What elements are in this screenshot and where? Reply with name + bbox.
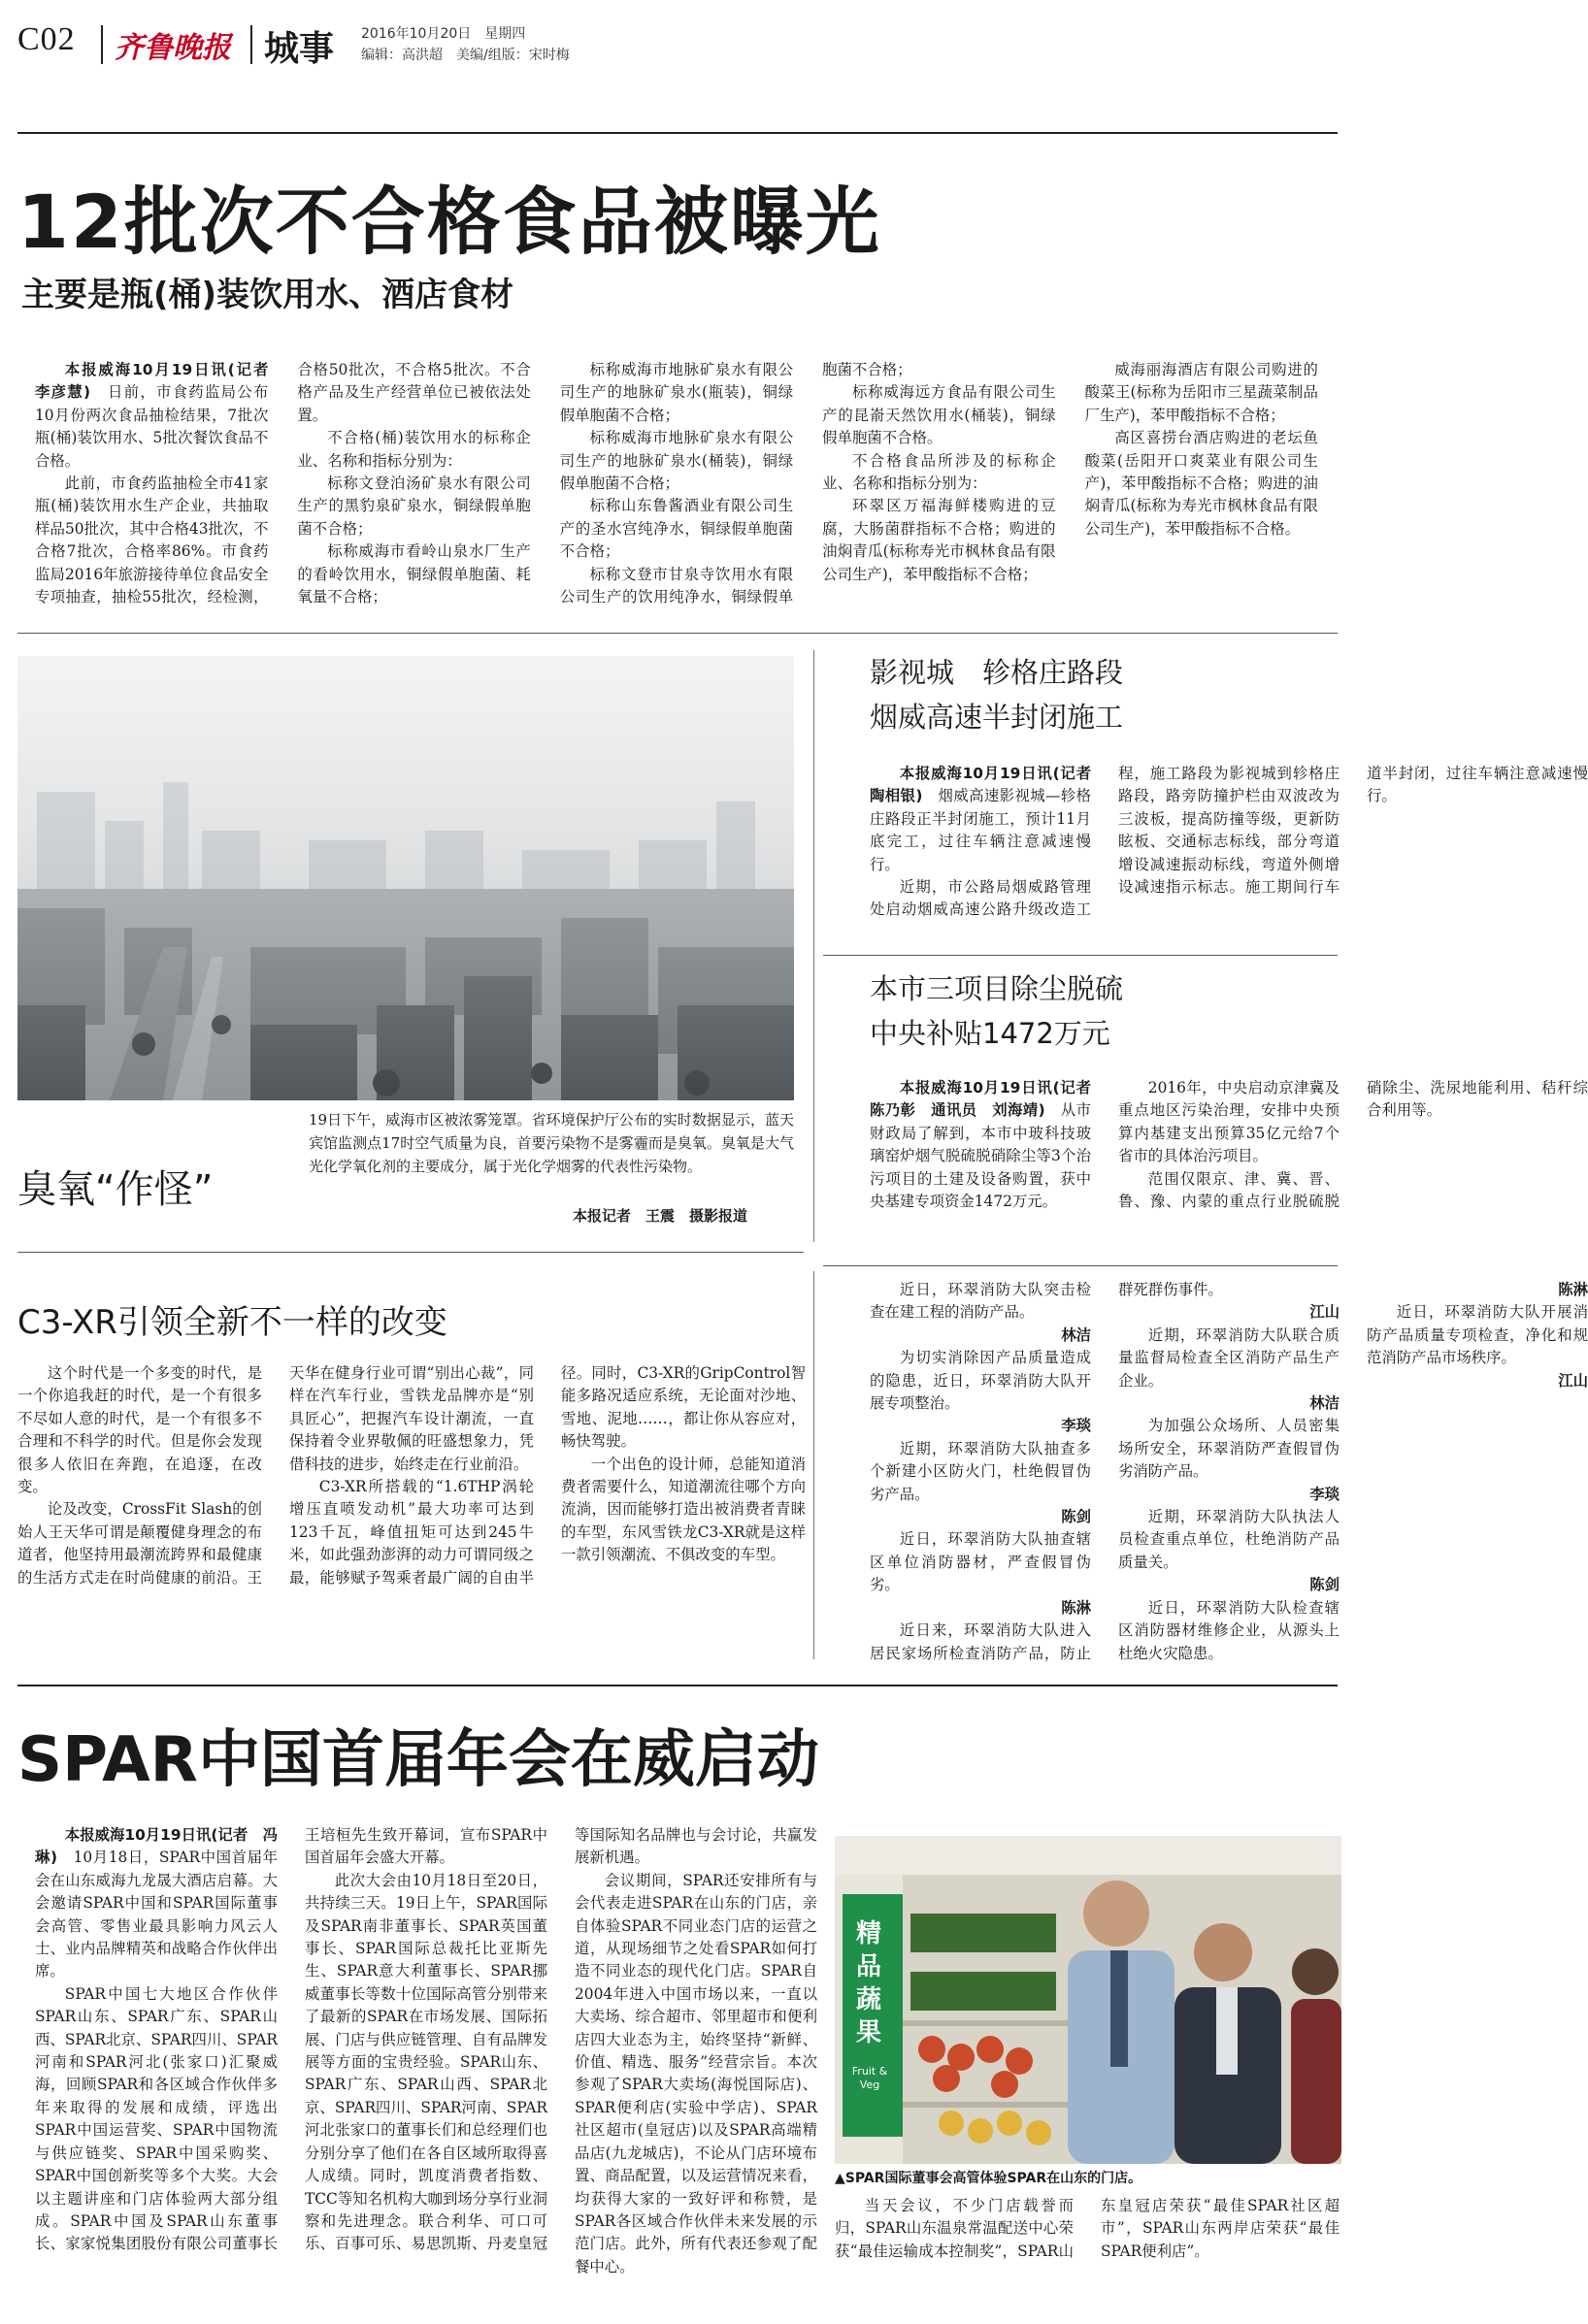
- section-rule: [17, 1685, 1338, 1686]
- fire-brief-item: 近期，环翠消防大队联合质量监督局检查全区消防产品生产企业。: [1118, 1326, 1340, 1390]
- spar-para: SPAR中国七大地区合作伙伴SPAR山东、SPAR广东、SPAR山西、SPAR北京、SPAR四川、SPAR河南和SPAR河北(张家口)汇聚威海，回顾SPAR和各区域合作伙伴多年来取得的发展和成绩，评选出SPAR中国运营奖、SPAR中国物流与供应链奖、SPAR中国采购奖、SPAR中国创新奖等多个大奖。大会以主题讲座和门店体验两大部分组成。SPAR中国及SPAR山东董事长、家家悦集团股份有限公司董事长王培桓先生致开幕词，宣布SPAR中国首届年会盛大开幕。: [35, 1826, 547, 2253]
- column-divider: [813, 650, 814, 1242]
- fire-brief-item: 为切实消除因产品质量造成的隐患，近日，环翠消防大队开展专项整治。: [870, 1349, 1091, 1413]
- fire-brief-signature: 陈剑: [1061, 1508, 1091, 1526]
- smog-city-illustration: [17, 656, 794, 1100]
- food-byline: 本报威海10月19日讯(记者 李彦慧): [35, 361, 283, 402]
- spar-photo-caption: ▲SPAR国际董事会高管体验SPAR在山东的门店。: [835, 2171, 1142, 2186]
- car-headline: C3-XR引领全新不一样的改变: [17, 1303, 447, 1342]
- fire-brief-signature: 李琰: [1061, 1417, 1091, 1435]
- store-sign-text: 精品蔬果: [855, 1919, 881, 2047]
- fire-brief-signature: 林洁: [1309, 1394, 1340, 1413]
- subsidy-headline-line1: 本市三项目除尘脱硫: [870, 972, 1124, 1005]
- fire-brief-signature: 江山: [1558, 1371, 1588, 1390]
- food-para: 标称威海远方食品有限公司生产的昆嵛天然饮用水(桶装)，铜绿假单胞菌不合格。: [822, 383, 1056, 447]
- smog-photo-credit: 本报记者 王震 摄影报道: [573, 1207, 748, 1225]
- spar-para: 当天会议，不少门店载誉而归，SPAR山东温泉常温配送中心荣获“最佳运输成本控制奖”，SPAR山东皇冠店荣获“最佳SPAR社区超市”，SPAR山东两岸店荣获“最佳SPAR便利店”。: [835, 2197, 1340, 2260]
- section-divider: [823, 955, 1338, 956]
- section-name: 城事: [264, 29, 335, 69]
- page-number: C02: [17, 21, 76, 57]
- fire-brief-item: 近期，环翠消防大队执法人员检查重点单位，杜绝消防产品质量关。: [1118, 1508, 1340, 1571]
- road-para: 近期，市公路局烟威路管理处启动烟威高速公路升级改造工程，施工路段为影视城到轸格庄路段，路旁防撞护栏由双波改为三波板，提高防撞等级，更新防眩板、交通标志标线，部分弯道增设减速振动标线，弯道外侧增设减速指示标志。施工期间行车道半封闭，过往车辆注意减速慢行。: [870, 765, 1588, 919]
- smog-city-photo: [17, 656, 794, 1100]
- subsidy-lead: [870, 1077, 1107, 1213]
- food-para: 标称山东鲁酱酒业有限公司生产的圣水宫纯净水，铜绿假单胞菌不合格；: [559, 497, 794, 561]
- fire-brief-item: 近日，环翠消防大队突击检查在建工程的消防产品。: [870, 1281, 1091, 1322]
- fire-briefs: [870, 1279, 1588, 1667]
- fire-brief-item: 近日来，环翠消防大队进入居民家场所检查消防产品，防止群死群伤事件。: [870, 1281, 1223, 1662]
- spar-para: 此次大会由10月18日至20日，共持续三天。19日上午，SPAR国际及SPAR南非董事长、SPAR英国董事长、SPAR国际总裁托比亚斯先生、SPAR意大利董事长、SPAR挪威董事长等数十位国际高管分别带来了最新的SPAR在市场发展、国际拓展、门店与供应链管理、自有品牌发展等方面的宝贵经验。SPAR山东、SPAR广东、SPAR山西、SPAR北京、SPAR四川、SPAR河南、SPAR河北张家口的董事长们和总经理们也分别分享了他们在各自区域所取得喜人成绩。同时，凯度消费者指数、TCC等知名机构大咖到场分享行业洞察和先进理念。联合利华、可口可乐、百事可乐、易思凯斯、丹麦皇冠等国际知名品牌也与会讨论，共赢发展新机遇。: [305, 1826, 817, 2253]
- section-divider: [823, 1265, 1338, 1266]
- spar-store-illustration: [835, 1836, 1341, 2164]
- subsidy-headline-line2: 中央补贴1472万元: [870, 1017, 1110, 1050]
- food-para: 不合格食品所涉及的标称企业、名称和指标分别为：: [822, 451, 1056, 493]
- spar-byline: 本报威海10月19日讯(记者 冯琳): [35, 1826, 278, 1867]
- car-article-body: [17, 1362, 806, 1655]
- food-para: 标称威海市地脉矿泉水有限公司生产的地脉矿泉水(瓶装)，铜绿假单胞菌不合格；: [559, 361, 794, 424]
- header-rule: [17, 132, 1338, 134]
- spar-article-body: [35, 1824, 817, 2309]
- subsidy-byline: 本报威海10月19日讯(记者 陈乃彰 通讯员 刘海靖): [870, 1079, 1107, 1120]
- food-para: 此前，市食药监抽检全市41家瓶(桶)装饮用水生产企业，共抽取样品50批次，其中合格43批次，不合格7批次，合格率86%。市食药监局2016年旅游接待单位食品安全专项抽查，抽检55批次，经检测，合格50批次，不合格5批次。不合格产品及生产经营单位已被依法处置。: [35, 361, 531, 606]
- smog-caption: 19日下午，威海市区被浓雾笼罩。省环境保护厅公布的实时数据显示，蓝天宾馆监测点17时空气质量为良，首要污染物不是雾霾而是臭氧。臭氧是大气光化学氧化剂的主要成分，属于光化学烟雾的代表性污染物。: [309, 1111, 794, 1175]
- fire-brief-signature: 林洁: [1061, 1326, 1091, 1344]
- food-para: 标称威海市看岭山泉水厂生产的看岭饮用水，铜绿假单胞菌、耗氧量不合格；: [297, 542, 531, 606]
- spar-article-continuation: [835, 2195, 1340, 2309]
- food-para: 不合格(桶)装饮用水的标称企业、名称和指标分别为：: [297, 429, 531, 470]
- section-divider: [17, 1252, 804, 1253]
- food-para: 环翠区万福海鲜楼购进的豆腐，大肠菌群指标不合格；购进的油焖青瓜(标称寿光市枫林食品有限公司生产)，苯甲酸指标不合格；: [822, 497, 1056, 583]
- spar-store-photo: [835, 1836, 1341, 2164]
- food-para: 标称威海市地脉矿泉水有限公司生产的地脉矿泉水(桶装)，铜绿假单胞菌不合格；: [559, 429, 794, 493]
- fire-brief-signature: 江山: [1309, 1303, 1340, 1322]
- header-editors: 编辑：高洪超 美编/组版：宋时梅: [361, 48, 570, 63]
- fire-brief-item: 近日，环翠消防大队开展消防产品质量专项检查，净化和规范消防产品市场秩序。: [1367, 1303, 1588, 1367]
- fire-brief-signature: 陈淋: [1061, 1598, 1091, 1617]
- road-lead: [870, 763, 1107, 876]
- food-para: 标称文登泊汤矿泉水有限公司生产的黑豹泉矿泉水，铜绿假单胞菌不合格；: [297, 475, 531, 538]
- subsidy-article-body: [870, 1077, 1588, 1258]
- food-headline: 12批次不合格食品被曝光: [17, 179, 881, 265]
- fire-brief-item: 近日，环翠消防大队抽查辖区单位消防器材，严查假冒伪劣。: [870, 1530, 1091, 1594]
- fire-brief-item: 近期，环翠消防大队抽查多个新建小区防火门，杜绝假冒伪劣产品。: [870, 1439, 1091, 1503]
- fire-brief-item: 近日，环翠消防大队检查辖区消防器材维修企业，从源头上杜绝火灾隐患。: [1118, 1598, 1340, 1662]
- fire-brief-item: 为加强公众场所、人员密集场所安全，环翠消防严查假冒伪劣消防产品。: [1118, 1417, 1340, 1481]
- subsidy-para: 范围仅限京、津、冀、晋、鲁、豫、内蒙的重点行业脱硫脱硝除尘、洗尿地能利用、秸秆综合利用等。: [1118, 1079, 1588, 1211]
- column-divider: [813, 1271, 814, 1659]
- food-article-body: [35, 359, 1318, 617]
- fire-brief-signature: 陈淋: [1558, 1281, 1588, 1298]
- spar-lead: [35, 1824, 278, 1983]
- car-para: 论及改变，CrossFit Slash的创始人王天华可谓是颠覆健身理念的布道者，他坚持用最潮流跨界和最健康的生活方式走在时尚健康的前沿。王天华在健身行业可谓“别出心裁”，同样在汽车行业，雪铁龙品牌亦是“别具匠心”，把握汽车设计潮流，一直保持着令业界敬佩的旺盛想象力，凭借科技的进步，始终走在行业前沿。: [17, 1364, 534, 1587]
- fire-brief-signature: 李琰: [1309, 1485, 1340, 1503]
- header-divider: [101, 25, 103, 64]
- road-article-body: [870, 763, 1588, 943]
- food-lead: [35, 359, 283, 473]
- food-subhead: 主要是瓶(桶)装饮用水、酒店食材: [21, 276, 514, 314]
- header-divider: [250, 25, 252, 64]
- newspaper-logo: 齐鲁晚报: [115, 31, 231, 65]
- road-byline: 本报威海10月19日讯(记者 陶相银): [870, 765, 1107, 805]
- subsidy-para: 从市财政局了解到，本市中玻科技玻璃窑炉烟气脱硫脱硝除尘等3个治污项目的土建及设备购置，获中央基建专项资金1472万元。: [870, 1101, 1091, 1211]
- spar-para: 会议期间，SPAR还安排所有与会代表走进SPAR在山东的门店，亲自体验SPAR不同业态门店的运营之道，从现场细节之处看SPAR如何打造不同业态的现代化门店。SPAR自2004年进入中国市场以来，一直以大卖场、综合超市、邻里超市和便利店四大业态为主，始终坚持“新鲜、价值、精选、服务”经营宗旨。本次参观了SPAR大卖场(海悦国际店)、SPAR便利店(实验中学店)、SPAR社区超市(皇冠店)以及SPAR高端精品店(九龙城店)，不论从门店环境布置、商品配置，以及运营情况来看，均获得大家的一致好评和称赞，是SPAR各区域合作伙伴未来发展的示范门店。此外，所有代表还参观了配餐中心。: [575, 1871, 817, 2275]
- food-para: 标称文登市甘泉寺饮用水有限公司生产的饮用纯净水，铜绿假单胞菌不合格；: [559, 361, 912, 606]
- store-sign-english: Fruit & Veg: [851, 2065, 888, 2091]
- spar-headline: SPAR中国首届年会在威启动: [17, 1724, 819, 1796]
- fire-brief-signature: 陈剑: [1309, 1576, 1340, 1594]
- car-para: C3-XR所搭载的“1.6THP涡轮增压直喷发动机”最大功率可达到123千瓦，峰值扭矩可达到245牛米，如此强劲澎湃的动力可谓同级之最，能够赋予驾乘者最广阔的自由半径。同时，C3-XR的GripControl智能多路况适应系统，无论面对沙地、雪地、泥地……，都让你从容应对，畅快驾驶。: [289, 1364, 806, 1587]
- spar-para: 10月18日，SPAR中国首届年会在山东威海九龙晟大酒店启幕。大会邀请SPAR中国和SPAR国际董事会高管、零售业最具影响力风云人士、业内品牌精英和战略合作伙伴出席。: [35, 1849, 278, 1980]
- road-headline-line2: 烟威高速半封闭施工: [870, 701, 1124, 734]
- road-para: 烟威高速影视城—轸格庄路段正半封闭施工，预计11月底完工，过往车辆注意减速慢行。: [870, 787, 1091, 873]
- car-para: 一个出色的设计师，总能知道消费者需要什么，知道潮流往哪个方向流淌，因而能够打造出被消费者青睐的车型，东风雪铁龙C3-XR就是这样一款引领潮流、不俱改变的车型。: [561, 1455, 806, 1564]
- section-divider: [17, 633, 1338, 634]
- car-para: 这个时代是一个多变的时代，是一个你追我赶的时代，是一个有很多不尽如人意的时代，是一个有很多不合理和不科学的时代。但是你会发现很多人依旧在奔跑，在追逐，在改变。: [17, 1364, 262, 1496]
- food-para: 日前，市食药监局公布10月份两次食品抽检结果，7批次瓶(桶)装饮用水、5批次餐饮食品不合格。: [35, 383, 269, 470]
- subsidy-para: 2016年，中央启动京津冀及重点地区污染治理，安排中央预算内基建支出预算35亿元给7个省市的具体治污项目。: [1118, 1079, 1340, 1165]
- food-para: 威海丽海酒店有限公司购进的酸菜王(标称为岳阳市三星蔬菜制品厂生产)，苯甲酸指标不合格；: [1084, 361, 1318, 424]
- header-date: 2016年10月20日 星期四: [361, 26, 526, 42]
- road-headline-line1: 影视城 轸格庄路段: [870, 656, 1124, 689]
- food-para: 高区喜捞台酒店购进的老坛鱼酸菜(岳阳开口爽菜业有限公司生产)，苯甲酸指标不合格；购进的油焖青瓜(标称为寿光市枫林食品有限公司生产)，苯甲酸指标不合格。: [1084, 429, 1318, 538]
- smog-headline: 臭氧“作怪”: [17, 1167, 214, 1212]
